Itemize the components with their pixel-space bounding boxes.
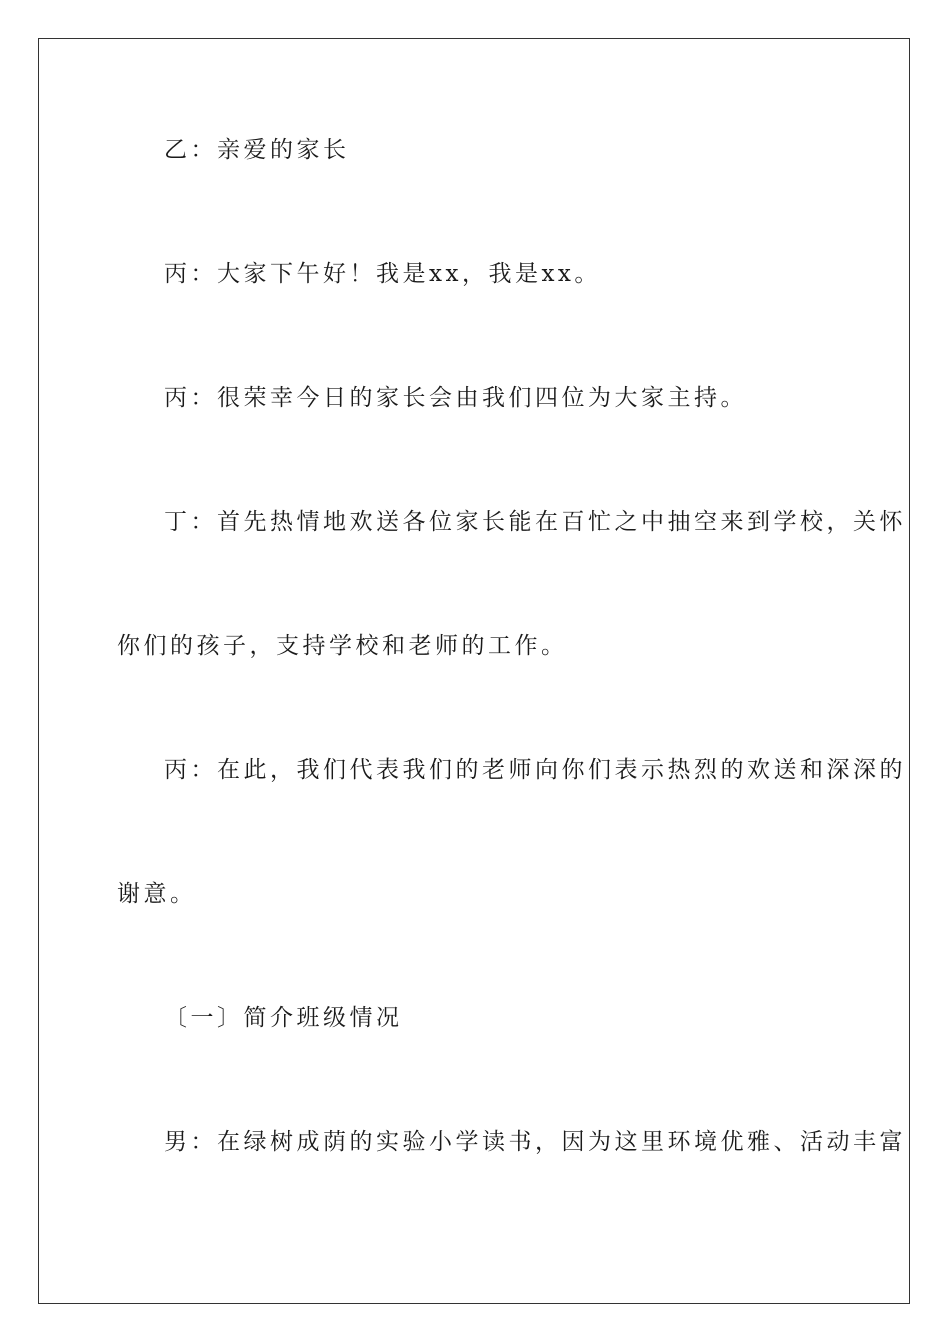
dialogue-line-bing-host: 丙：很荣幸今日的家长会由我们四位为大家主持。: [164, 385, 747, 411]
page-border: [38, 38, 910, 1304]
section-heading-class-intro: 〔一〕简介班级情况: [164, 1005, 403, 1031]
dialogue-line-yi-greeting: 乙：亲爱的家长: [164, 137, 350, 163]
dialogue-line-bing-intro: 丙：大家下午好！我是xx，我是xx。: [164, 261, 601, 287]
dialogue-line-nan-school: 男：在绿树成荫的实验小学读书，因为这里环境优雅、活动丰富: [164, 1129, 906, 1155]
dialogue-line-bing-thanks: 丙：在此，我们代表我们的老师向你们表示热烈的欢送和深深的: [164, 757, 906, 783]
dialogue-line-bing-thanks-cont: 谢意。: [117, 881, 197, 907]
dialogue-line-ding-welcome-cont: 你们的孩子，支持学校和老师的工作。: [117, 633, 568, 659]
dialogue-line-ding-welcome: 丁：首先热情地欢送各位家长能在百忙之中抽空来到学校，关怀: [164, 509, 906, 535]
